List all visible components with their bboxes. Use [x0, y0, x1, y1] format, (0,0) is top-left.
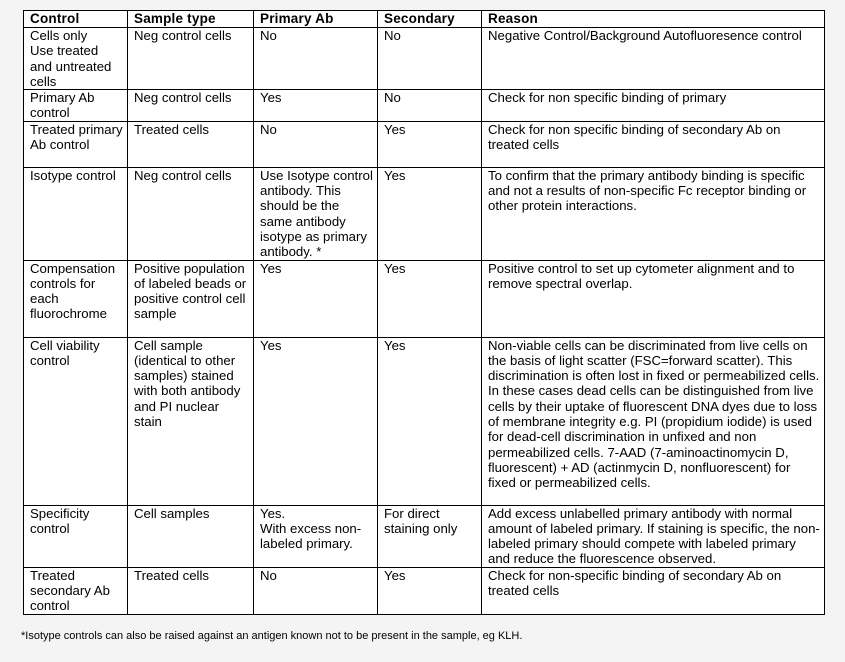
cell-sample-type: Cell sample (identical to other samples) stained with both antibody and PI nuclear stain	[128, 337, 254, 505]
cell-control: Treated primary Ab control	[24, 121, 128, 167]
cell-primary-ab: No	[254, 28, 378, 90]
table-row	[24, 567, 825, 614]
cell-secondary: Yes	[378, 121, 482, 167]
cell-control: Treated secondary Ab control	[24, 567, 128, 614]
cell-control: Cell viability control	[24, 337, 128, 505]
cell-reason: Negative Control/Background Autofluoresence control	[482, 28, 825, 90]
column-header-secondary: Secondary	[378, 11, 482, 28]
table-row	[24, 167, 825, 260]
cell-reason: Check for non specific binding of primary	[482, 90, 825, 122]
cell-control: Primary Ab control	[24, 90, 128, 122]
footnote: *Isotype controls can also be raised against an antigen known not to be present in the sample, eg KLH.	[21, 630, 523, 642]
cell-secondary: Yes	[378, 167, 482, 260]
table-row	[24, 337, 825, 505]
table-row	[24, 260, 825, 337]
cell-sample-type: Cell samples	[128, 505, 254, 567]
table-row	[24, 90, 825, 122]
cell-sample-type: Treated cells	[128, 567, 254, 614]
cell-sample-type: Positive population of labeled beads or positive control cell sample	[128, 260, 254, 337]
cell-secondary: For direct staining only	[378, 505, 482, 567]
column-header-reason: Reason	[482, 11, 825, 28]
cell-reason: Non-viable cells can be discriminated from live cells on the basis of light scatter (FSC=forward scatter). This discrimination is often lost in fixed or permeabilized cells. In these cases dead cells can be distinguished from live cells by their uptake of fluorescent DNA dyes due to loss of membrane integrity e.g. PI (propidium iodide) is used for dead-cell discrimination in unfixed and non permeabilized cells. 7-AAD (7-aminoactinomycin D, fluorescent) + AD (actinmycin D, nonfluorescent) for fixed or permeabilized cells.	[482, 337, 825, 505]
cell-primary-ab: Yes. With excess non-labeled primary.	[254, 505, 378, 567]
cell-primary-ab: No	[254, 121, 378, 167]
cell-control: Cells only Use treated and untreated cells	[24, 28, 128, 90]
cell-sample-type: Treated cells	[128, 121, 254, 167]
cell-primary-ab: Use Isotype control antibody. This should be the same antibody isotype as primary antibody. *	[254, 167, 378, 260]
cell-control: Isotype control	[24, 167, 128, 260]
cell-reason: To confirm that the primary antibody binding is specific and not a results of non-specific Fc receptor binding or other protein interactions.	[482, 167, 825, 260]
table-row	[24, 28, 825, 90]
column-header-primary-ab: Primary Ab	[254, 11, 378, 28]
column-header-control: Control	[24, 11, 128, 28]
cell-reason: Check for non-specific binding of secondary Ab on treated cells	[482, 567, 825, 614]
cell-sample-type: Neg control cells	[128, 28, 254, 90]
cell-primary-ab: Yes	[254, 337, 378, 505]
cell-secondary: Yes	[378, 567, 482, 614]
column-header-sample-type: Sample type	[128, 11, 254, 28]
cell-secondary: No	[378, 28, 482, 90]
cell-primary-ab: No	[254, 567, 378, 614]
table-row	[24, 505, 825, 567]
controls-table	[23, 10, 825, 615]
cell-secondary: Yes	[378, 337, 482, 505]
cell-secondary: No	[378, 90, 482, 122]
cell-secondary: Yes	[378, 260, 482, 337]
cell-sample-type: Neg control cells	[128, 90, 254, 122]
header-row	[24, 11, 825, 28]
cell-primary-ab: Yes	[254, 90, 378, 122]
cell-sample-type: Neg control cells	[128, 167, 254, 260]
cell-reason: Add excess unlabelled primary antibody with normal amount of labeled primary. If staining is specific, the non-labeled primary should compete with labeled primary and reduce the fluorescence observed.	[482, 505, 825, 567]
cell-primary-ab: Yes	[254, 260, 378, 337]
cell-reason: Check for non specific binding of secondary Ab on treated cells	[482, 121, 825, 167]
cell-control: Specificity control	[24, 505, 128, 567]
cell-reason: Positive control to set up cytometer alignment and to remove spectral overlap.	[482, 260, 825, 337]
table-row	[24, 121, 825, 167]
cell-control: Compensation controls for each fluorochrome	[24, 260, 128, 337]
